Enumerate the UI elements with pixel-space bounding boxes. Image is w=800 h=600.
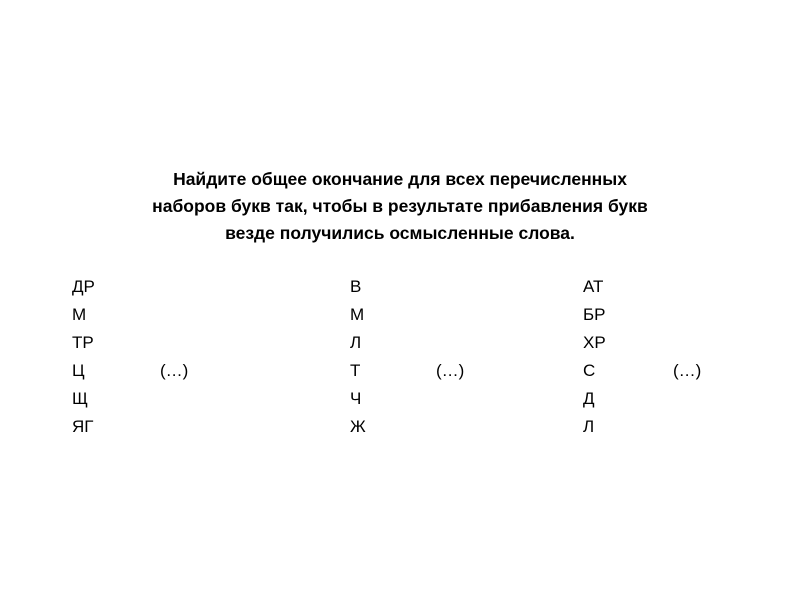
letter-set: ЯГ <box>72 417 94 436</box>
instruction-line-2: наборов букв так, чтобы в результате прибавления букв <box>152 196 648 216</box>
ending-placeholder-3: (…) <box>673 361 702 380</box>
letter-set: М <box>350 305 365 324</box>
letter-group-3 <box>583 273 606 441</box>
letter-set: ТР <box>72 333 94 352</box>
letter-set: В <box>350 277 362 296</box>
instruction-line-1: Найдите общее окончание для всех перечисленных <box>173 169 627 189</box>
letter-set: ХР <box>583 333 606 352</box>
letter-set: Ж <box>350 417 366 436</box>
letter-group-2 <box>350 273 366 441</box>
letter-set: М <box>72 305 87 324</box>
letter-set: ДР <box>72 277 95 296</box>
instruction-text <box>40 166 760 247</box>
instruction-line-3: везде получились осмысленные слова. <box>225 223 575 243</box>
letter-set: БР <box>583 305 606 324</box>
letter-set: Л <box>583 417 595 436</box>
ending-placeholder-1: (…) <box>160 361 189 380</box>
letter-set: Щ <box>72 389 88 408</box>
letter-set: Ц <box>72 361 85 380</box>
letter-group-1 <box>72 273 95 441</box>
letter-set: Ч <box>350 389 362 408</box>
letter-set: С <box>583 361 596 380</box>
ending-placeholder-2: (…) <box>436 361 465 380</box>
letter-set: АТ <box>583 277 604 296</box>
letter-set: Д <box>583 389 595 408</box>
letter-set: Л <box>350 333 362 352</box>
letter-set: Т <box>350 361 361 380</box>
